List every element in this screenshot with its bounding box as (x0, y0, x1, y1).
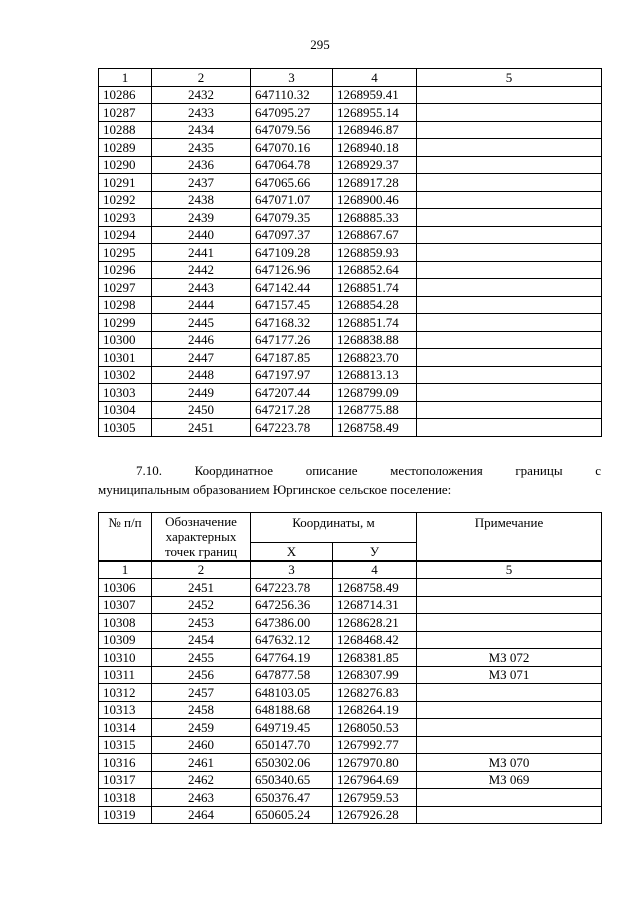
row-number-cell: 10312 (99, 684, 152, 702)
note-cell (417, 121, 602, 139)
x-coordinate-cell: 647079.56 (251, 121, 333, 139)
x-coordinate-cell: 647065.66 (251, 174, 333, 192)
x-coordinate-cell: 647223.78 (251, 419, 333, 437)
table-row (99, 174, 602, 192)
y-coordinate-cell: 1268854.28 (333, 296, 417, 314)
y-coordinate-cell: 1268917.28 (333, 174, 417, 192)
note-cell: МЗ 072 (417, 649, 602, 667)
x-coordinate-cell: 647256.36 (251, 596, 333, 614)
table-row (99, 384, 602, 402)
y-coordinate-cell: 1268799.09 (333, 384, 417, 402)
point-id-cell: 2437 (152, 174, 251, 192)
y-coordinate-cell: 1268276.83 (333, 684, 417, 702)
point-id-cell: 2438 (152, 191, 251, 209)
column-number-5: 5 (417, 69, 602, 87)
column-numbering-row (99, 561, 602, 579)
x-coordinate-cell: 650340.65 (251, 771, 333, 789)
note-cell (417, 419, 602, 437)
point-id-cell: 2457 (152, 684, 251, 702)
point-id-cell: 2451 (152, 419, 251, 437)
x-coordinate-cell: 647097.37 (251, 226, 333, 244)
x-coordinate-cell: 647207.44 (251, 384, 333, 402)
note-cell: МЗ 070 (417, 754, 602, 772)
note-cell (417, 209, 602, 227)
note-cell (417, 384, 602, 402)
x-coordinate-cell: 647223.78 (251, 579, 333, 597)
point-id-cell: 2462 (152, 771, 251, 789)
table-row (99, 579, 602, 597)
x-coordinate-cell: 647632.12 (251, 631, 333, 649)
point-id-cell: 2458 (152, 701, 251, 719)
row-number-cell: 10299 (99, 314, 152, 332)
row-number-cell: 10297 (99, 279, 152, 297)
point-id-cell: 2456 (152, 666, 251, 684)
point-id-cell: 2433 (152, 104, 251, 122)
point-id-cell: 2432 (152, 86, 251, 104)
table-header-row (99, 69, 602, 87)
column-number-4: 4 (333, 69, 417, 87)
x-coordinate-cell: 647070.16 (251, 139, 333, 157)
y-coordinate-cell: 1268885.33 (333, 209, 417, 227)
note-cell (417, 104, 602, 122)
table-row (99, 631, 602, 649)
table-row (99, 649, 602, 667)
y-coordinate-cell: 1268714.31 (333, 596, 417, 614)
row-number-cell: 10308 (99, 614, 152, 632)
column-number-4: 4 (333, 561, 417, 579)
header-coordinates-cell: Координаты, м (251, 513, 417, 543)
x-coordinate-cell: 647386.00 (251, 614, 333, 632)
note-cell (417, 261, 602, 279)
y-coordinate-cell: 1268940.18 (333, 139, 417, 157)
note-cell (417, 736, 602, 754)
row-number-cell: 10306 (99, 579, 152, 597)
note-cell (417, 314, 602, 332)
point-id-cell: 2440 (152, 226, 251, 244)
row-number-cell: 10313 (99, 701, 152, 719)
y-coordinate-cell: 1268775.88 (333, 401, 417, 419)
y-coordinate-cell: 1267970.80 (333, 754, 417, 772)
row-number-cell: 10291 (99, 174, 152, 192)
y-coordinate-cell: 1268264.19 (333, 701, 417, 719)
x-coordinate-cell: 647095.27 (251, 104, 333, 122)
row-number-cell: 10295 (99, 244, 152, 262)
column-number-1: 1 (99, 561, 152, 579)
point-id-cell: 2441 (152, 244, 251, 262)
table-row (99, 806, 602, 824)
row-number-cell: 10307 (99, 596, 152, 614)
y-coordinate-cell: 1268867.67 (333, 226, 417, 244)
y-coordinate-cell: 1267992.77 (333, 736, 417, 754)
row-number-cell: 10296 (99, 261, 152, 279)
x-coordinate-cell: 650376.47 (251, 789, 333, 807)
point-id-cell: 2451 (152, 579, 251, 597)
table-row (99, 209, 602, 227)
note-cell (417, 244, 602, 262)
row-number-cell: 10303 (99, 384, 152, 402)
row-number-cell: 10290 (99, 156, 152, 174)
table-row (99, 314, 602, 332)
y-coordinate-cell: 1268813.13 (333, 366, 417, 384)
x-coordinate-cell: 647187.85 (251, 349, 333, 367)
table-row (99, 139, 602, 157)
row-number-cell: 10319 (99, 806, 152, 824)
y-coordinate-cell: 1268307.99 (333, 666, 417, 684)
y-coordinate-cell: 1268468.42 (333, 631, 417, 649)
point-id-cell: 2449 (152, 384, 251, 402)
header-number-cell: № п/п (99, 513, 152, 561)
note-cell: МЗ 071 (417, 666, 602, 684)
section-word: описание (305, 463, 358, 478)
row-number-cell: 10300 (99, 331, 152, 349)
point-id-cell: 2442 (152, 261, 251, 279)
point-id-cell: 2454 (152, 631, 251, 649)
x-coordinate-cell: 648103.05 (251, 684, 333, 702)
x-coordinate-cell: 647126.96 (251, 261, 333, 279)
x-coordinate-cell: 647177.26 (251, 331, 333, 349)
column-number-2: 2 (152, 561, 251, 579)
note-cell (417, 86, 602, 104)
point-id-cell: 2434 (152, 121, 251, 139)
section-number: 7.10. (136, 463, 162, 478)
row-number-cell: 10302 (99, 366, 152, 384)
note-cell (417, 789, 602, 807)
row-number-cell: 10292 (99, 191, 152, 209)
point-id-cell: 2448 (152, 366, 251, 384)
point-id-cell: 2443 (152, 279, 251, 297)
row-number-cell: 10287 (99, 104, 152, 122)
table-row (99, 244, 602, 262)
row-number-cell: 10314 (99, 719, 152, 737)
y-coordinate-cell: 1267959.53 (333, 789, 417, 807)
table-header-row (99, 513, 602, 543)
point-id-cell: 2436 (152, 156, 251, 174)
x-coordinate-cell: 647764.19 (251, 649, 333, 667)
table-row (99, 279, 602, 297)
point-id-cell: 2452 (152, 596, 251, 614)
note-cell (417, 226, 602, 244)
table-row (99, 156, 602, 174)
row-number-cell: 10310 (99, 649, 152, 667)
section-heading (98, 461, 601, 499)
point-id-cell: 2446 (152, 331, 251, 349)
row-number-cell: 10305 (99, 419, 152, 437)
note-cell: МЗ 069 (417, 771, 602, 789)
x-coordinate-cell: 647109.28 (251, 244, 333, 262)
table-row (99, 331, 602, 349)
x-coordinate-cell: 648188.68 (251, 701, 333, 719)
row-number-cell: 10289 (99, 139, 152, 157)
y-coordinate-cell: 1268959.41 (333, 86, 417, 104)
y-coordinate-cell: 1268851.74 (333, 279, 417, 297)
row-number-cell: 10293 (99, 209, 152, 227)
row-number-cell: 10294 (99, 226, 152, 244)
page-number: 295 (310, 37, 330, 52)
note-cell (417, 401, 602, 419)
x-coordinate-cell: 647197.97 (251, 366, 333, 384)
header-y-cell: У (333, 543, 417, 561)
point-id-cell: 2435 (152, 139, 251, 157)
point-id-cell: 2447 (152, 349, 251, 367)
column-number-3: 3 (251, 69, 333, 87)
header-point-cell: Обозначение характерных точек границ (152, 513, 251, 561)
note-cell (417, 614, 602, 632)
column-number-5: 5 (417, 561, 602, 579)
column-number-1: 1 (99, 69, 152, 87)
y-coordinate-cell: 1268859.93 (333, 244, 417, 262)
x-coordinate-cell: 647877.58 (251, 666, 333, 684)
note-cell (417, 579, 602, 597)
table-row (99, 226, 602, 244)
coordinates-table-1 (98, 68, 602, 437)
header-note-cell: Примечание (417, 513, 602, 561)
table-row (99, 596, 602, 614)
y-coordinate-cell: 1268758.49 (333, 579, 417, 597)
note-cell (417, 296, 602, 314)
y-coordinate-cell: 1268628.21 (333, 614, 417, 632)
note-cell (417, 191, 602, 209)
row-number-cell: 10288 (99, 121, 152, 139)
section-word: с (595, 463, 601, 478)
note-cell (417, 366, 602, 384)
table-row (99, 666, 602, 684)
table-row (99, 419, 602, 437)
column-number-3: 3 (251, 561, 333, 579)
table-row (99, 789, 602, 807)
x-coordinate-cell: 650302.06 (251, 754, 333, 772)
point-id-cell: 2455 (152, 649, 251, 667)
section-heading-line-2: муниципальным образованием Юргинское сельское поселение: (98, 482, 452, 497)
y-coordinate-cell: 1267964.69 (333, 771, 417, 789)
y-coordinate-cell: 1268050.53 (333, 719, 417, 737)
point-id-cell: 2461 (152, 754, 251, 772)
table-row (99, 296, 602, 314)
point-id-cell: 2439 (152, 209, 251, 227)
note-cell (417, 331, 602, 349)
table-row (99, 121, 602, 139)
section-word: границы (515, 463, 563, 478)
y-coordinate-cell: 1268955.14 (333, 104, 417, 122)
table-row (99, 349, 602, 367)
y-coordinate-cell: 1268823.70 (333, 349, 417, 367)
point-id-cell: 2459 (152, 719, 251, 737)
column-number-2: 2 (152, 69, 251, 87)
table-row (99, 86, 602, 104)
y-coordinate-cell: 1267926.28 (333, 806, 417, 824)
note-cell (417, 349, 602, 367)
y-coordinate-cell: 1268946.87 (333, 121, 417, 139)
x-coordinate-cell: 650147.70 (251, 736, 333, 754)
y-coordinate-cell: 1268851.74 (333, 314, 417, 332)
x-coordinate-cell: 647142.44 (251, 279, 333, 297)
table-row (99, 736, 602, 754)
y-coordinate-cell: 1268758.49 (333, 419, 417, 437)
x-coordinate-cell: 647168.32 (251, 314, 333, 332)
note-cell (417, 701, 602, 719)
x-coordinate-cell: 647217.28 (251, 401, 333, 419)
row-number-cell: 10309 (99, 631, 152, 649)
x-coordinate-cell: 650605.24 (251, 806, 333, 824)
point-id-cell: 2463 (152, 789, 251, 807)
table-row (99, 191, 602, 209)
table-row (99, 684, 602, 702)
table-row (99, 614, 602, 632)
table-row (99, 754, 602, 772)
x-coordinate-cell: 649719.45 (251, 719, 333, 737)
table-row (99, 104, 602, 122)
table-row (99, 261, 602, 279)
y-coordinate-cell: 1268852.64 (333, 261, 417, 279)
point-id-cell: 2444 (152, 296, 251, 314)
section-word: Координатное (194, 463, 274, 478)
header-x-cell: Х (251, 543, 333, 561)
row-number-cell: 10304 (99, 401, 152, 419)
row-number-cell: 10317 (99, 771, 152, 789)
table-row (99, 366, 602, 384)
y-coordinate-cell: 1268929.37 (333, 156, 417, 174)
row-number-cell: 10318 (99, 789, 152, 807)
point-id-cell: 2460 (152, 736, 251, 754)
row-number-cell: 10301 (99, 349, 152, 367)
row-number-cell: 10311 (99, 666, 152, 684)
note-cell (417, 596, 602, 614)
note-cell (417, 719, 602, 737)
x-coordinate-cell: 647064.78 (251, 156, 333, 174)
point-id-cell: 2445 (152, 314, 251, 332)
section-word: местоположения (390, 463, 483, 478)
table-row (99, 401, 602, 419)
y-coordinate-cell: 1268838.88 (333, 331, 417, 349)
x-coordinate-cell: 647071.07 (251, 191, 333, 209)
note-cell (417, 139, 602, 157)
note-cell (417, 156, 602, 174)
y-coordinate-cell: 1268381.85 (333, 649, 417, 667)
note-cell (417, 174, 602, 192)
table-row (99, 719, 602, 737)
table-row (99, 701, 602, 719)
x-coordinate-cell: 647157.45 (251, 296, 333, 314)
row-number-cell: 10298 (99, 296, 152, 314)
x-coordinate-cell: 647110.32 (251, 86, 333, 104)
row-number-cell: 10286 (99, 86, 152, 104)
row-number-cell: 10316 (99, 754, 152, 772)
coordinates-table-2 (98, 512, 602, 824)
x-coordinate-cell: 647079.35 (251, 209, 333, 227)
note-cell (417, 684, 602, 702)
point-id-cell: 2453 (152, 614, 251, 632)
point-id-cell: 2450 (152, 401, 251, 419)
section-heading-line-1 (98, 461, 601, 480)
note-cell (417, 631, 602, 649)
note-cell (417, 806, 602, 824)
point-id-cell: 2464 (152, 806, 251, 824)
table-row (99, 771, 602, 789)
y-coordinate-cell: 1268900.46 (333, 191, 417, 209)
note-cell (417, 279, 602, 297)
row-number-cell: 10315 (99, 736, 152, 754)
